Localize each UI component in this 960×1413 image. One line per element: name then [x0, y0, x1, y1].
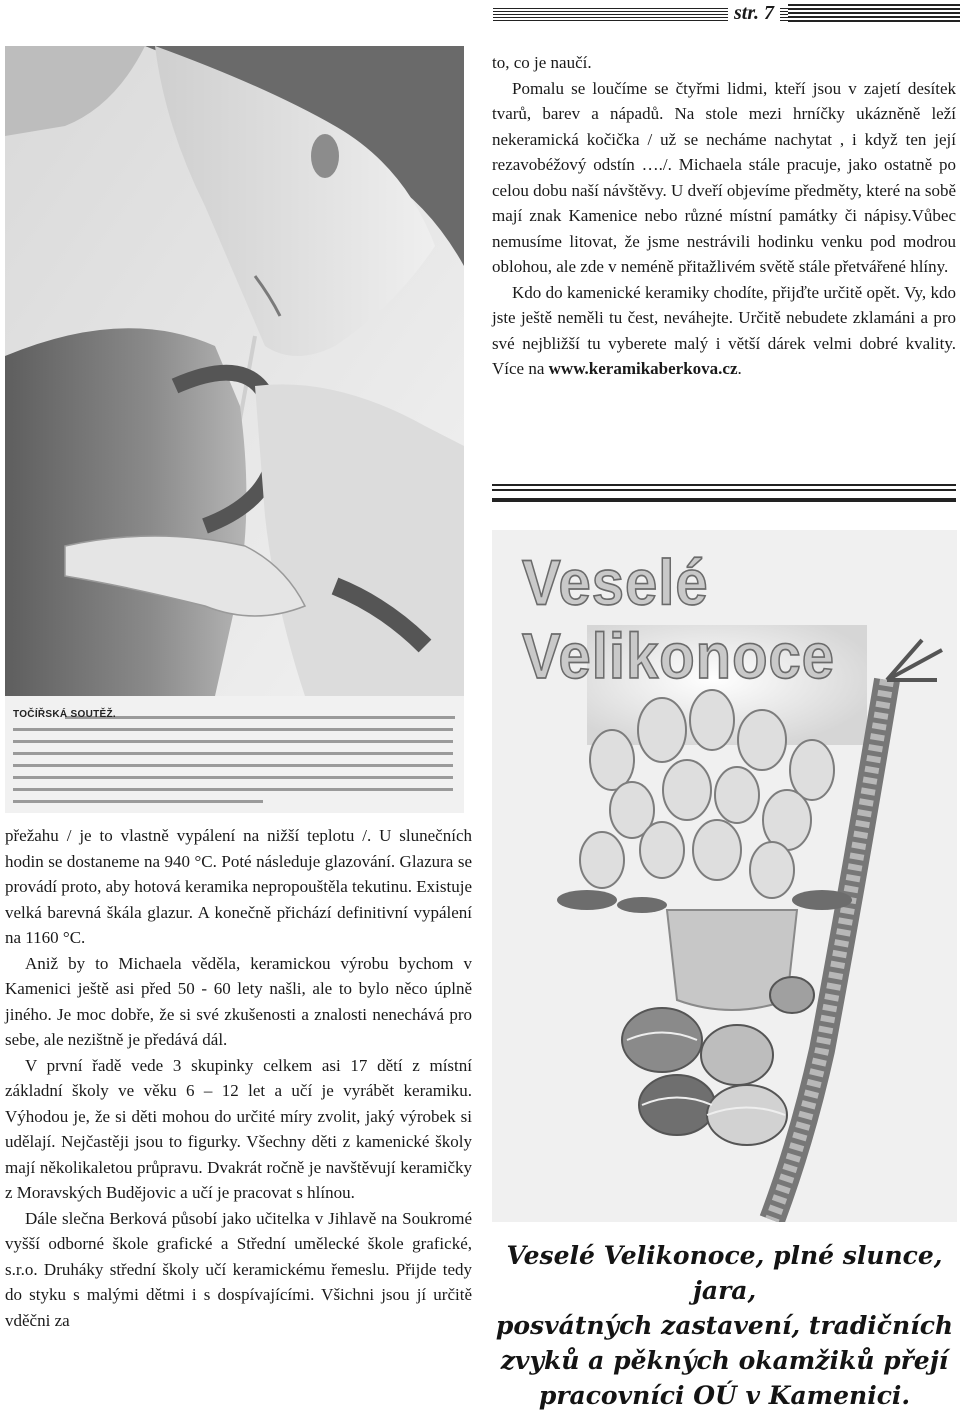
paragraph: Dále slečna Berková působí jako učitelka v Jihlavě na Soukromé vyšší odborné škole grafické a Střední umělecké škole grafické, s.r.o. Druháky střední školy učí keramickému řemeslu. Přijde tedy do styku s malými dětmi i s dospívajícími. Všichni jsou jí určitě vděčni za	[5, 1208, 472, 1330]
paragraph: to, co je naučí.	[492, 53, 592, 72]
section-divider	[492, 484, 956, 502]
header-rule-accent	[788, 4, 960, 24]
paragraph	[492, 280, 956, 382]
greeting-line: posvátných zastavení, tradičních	[495, 1311, 954, 1340]
paragraph: Aniž by to Michaela věděla, keramickou výrobu bychom v Kamenici ještě asi před 50 - 60 lety našli, ale to bylo něco úplně jiného. Je moc dobře, že si své zkušenosti a znalosti nenechává pro sebe, ale nezištně je předává dál.	[5, 953, 472, 1049]
paragraph: V první řadě vede 3 skupinky celkem asi 17 dětí z místní základní školy ve věku 6 – 12 let a učí je vyrábět keramiku. Výhodou je, že si děti mohou do určité míry zvolit, jaký výrobek si udělají. Nejčastěji jsou to figurky. Všechny děti z kamenické školy mají několikaletou průpravu. Dvakrát ročně je navštěvují keramičky z Moravských Budějovic a učí je pracovat s hlínou.	[5, 1055, 472, 1202]
greeting-line: pracovníci OÚ v Kamenici.	[538, 1381, 911, 1410]
left-column-text	[5, 823, 472, 1333]
greeting-line: zvyků a pěkných okamžiků přejí	[500, 1346, 949, 1375]
newspaper-clipping	[5, 46, 464, 813]
link-suffix: .	[737, 359, 742, 378]
easter-card	[492, 530, 957, 1222]
card-title: Veselé Velikonoce	[522, 547, 836, 693]
pottery-photo	[5, 46, 464, 696]
easter-greeting	[492, 1238, 957, 1413]
paragraph-text: Kdo do kamenické keramiky chodíte, přijďte určitě opět. Vy, kdo jste ještě neměli tu čest, neváhejte. Určitě nebudete zklamáni a pro své nejbližší tu vyberete malý i větší dárek velmi dobré kvality. Více na	[492, 282, 956, 378]
website-link[interactable]: www.keramikaberkova.cz	[548, 359, 738, 378]
greeting-line: Veselé Velikonoce, plné slunce, jara,	[506, 1241, 943, 1305]
right-column-text	[492, 50, 956, 382]
page-number: str. 7	[728, 2, 780, 25]
paragraph: přežahu / je to vlastně vypálení na nižší teplotu /. U slunečních hodin se dostaneme na 940 °C. Poté následuje glazování. Glazura se provádí proto, aby hotová keramika nepropouštěla tekutinu. Existuje velká barevná škála glazur. A konečně přichází definitivní vypálení na 1160 °C.	[5, 826, 472, 947]
paragraph: Pomalu se loučíme se čtyřmi lidmi, kteří jsou v zajetí desítek tvarů, barev a nápadů. Na stole mezi hrníčky ukázněně leží nekeramická kočička / už se necháme nachytat , i když ten její rezavobéžový odstín …./. Michaela stále pracuje, jako ostatně po celou dobu naší návštěvy. U dveří objevíme předměty, které na sobě mají znak Kamenice nebo různé místní památky či nápisy.Vůbec nemusíme litovat, že jsme nestrávili hodinku venku pod modrou oblohou, ale zde v neméně přitažlivém světě stále přetvářené hlíny.	[492, 78, 956, 276]
clipping-caption-heading: TOČÍŘSKÁ SOUTĚŽ.	[13, 709, 116, 720]
